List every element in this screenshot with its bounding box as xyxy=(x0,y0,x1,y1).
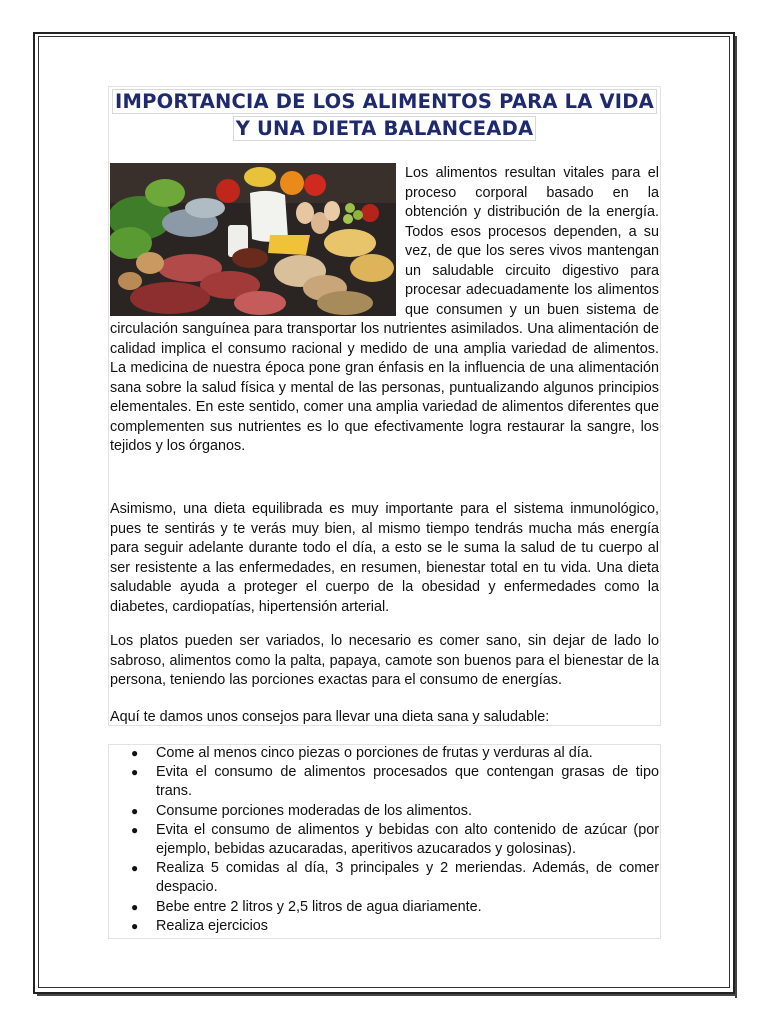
tip-text: Evita el consumo de alimentos y bebidas con alto contenido de azúcar (por ejemplo, bebidas azucaradas, aperitivos azucarados y golosinas). xyxy=(156,821,659,858)
bullet-icon: ● xyxy=(131,803,139,818)
paragraph-varied-dishes: Los platos pueden ser variados, lo necesario es comer sano, sin dejar de lado lo sabroso, alimentos como la palta, papaya, camote son buenos para el bienestar de la persona, teniendo las porciones exactas para el consumo de energías. xyxy=(110,633,659,688)
bullet-icon: ● xyxy=(131,861,139,876)
tips-list xyxy=(110,744,659,936)
bullet-icon: ● xyxy=(131,822,139,837)
list-item xyxy=(110,898,659,917)
list-item xyxy=(110,763,659,801)
paragraph-tips-intro: Aquí te damos unos consejos para llevar una dieta sana y saludable: xyxy=(110,709,550,725)
tip-text: Bebe entre 2 litros y 2,5 litros de agua diariamente. xyxy=(156,898,482,915)
bullet-icon: ● xyxy=(131,899,139,914)
paragraph-intro-text: Los alimentos resultan vitales para el proceso corporal basado en la obtención y distribución de la energía. Todos esos procesos dependen, a su vez, de que los seres vivos mantengan un saludable circuito digestivo para procesar adecuadamente los alimentos que consumen y un buen sistema de circulación sanguínea para transportar los nutrientes asimilados. Una alimentación de calidad implica el consumo racional y medido de una amplia variedad de alimentos. La medicina de nuestra época pone gran énfasis en la influencia de una alimentación sana sobre la salud física y mental de las personas, puntualizando algunos principios elementales. En este sentido, comer una amplia variedad de alimentos diferentes que complementen sus nutrientes es lo que efectivamente logra restaurar la sangre, los tejidos y los órganos. xyxy=(110,165,659,454)
list-item xyxy=(110,744,659,763)
frame-shadow-bottom xyxy=(37,994,737,996)
tip-text: Come al menos cinco piezas o porciones de frutas y verduras al día. xyxy=(156,745,593,761)
list-item xyxy=(110,821,659,859)
page-title xyxy=(108,88,661,142)
paragraph-immune-system: Asimismo, una dieta equilibrada es muy importante para el sistema inmunológico, pues te sentirás y te verás muy bien, al mismo tiempo tendrás mucha más energía para seguir adelante durante todo el día, a esto se le suma la salud de tu cuerpo al ser resistente a las enfermedades, en resumen, bienestar total en tu vida. Una dieta saludable ayuda a proteger el cuerpo de la obesidad y enfermedades como la diabetes, cardiopatías, hipertensión arterial. xyxy=(110,501,659,615)
frame-shadow-right xyxy=(735,36,737,998)
tip-text: Realiza 5 comidas al día, 3 principales y 2 meriendas. Además, de comer despacio. xyxy=(156,860,659,896)
bullet-icon: ● xyxy=(131,746,139,760)
tip-text: Consume porciones moderadas de los alimentos. xyxy=(156,802,472,819)
image-spacer xyxy=(110,164,405,319)
tip-text: Realiza ejercicios xyxy=(156,917,268,934)
bullet-icon: ● xyxy=(131,765,139,780)
bullet-icon: ● xyxy=(131,918,139,933)
title-line-2: Y UNA DIETA BALANCEADA xyxy=(233,116,537,141)
tip-text: Evita el consumo de alimentos procesados que contengan grasas de tipo trans. xyxy=(156,764,659,800)
paragraph-intro xyxy=(110,164,659,457)
title-line-1: IMPORTANCIA DE LOS ALIMENTOS PARA LA VIDA xyxy=(112,89,657,114)
list-item xyxy=(110,802,659,821)
list-item xyxy=(110,859,659,897)
list-item xyxy=(110,917,659,936)
